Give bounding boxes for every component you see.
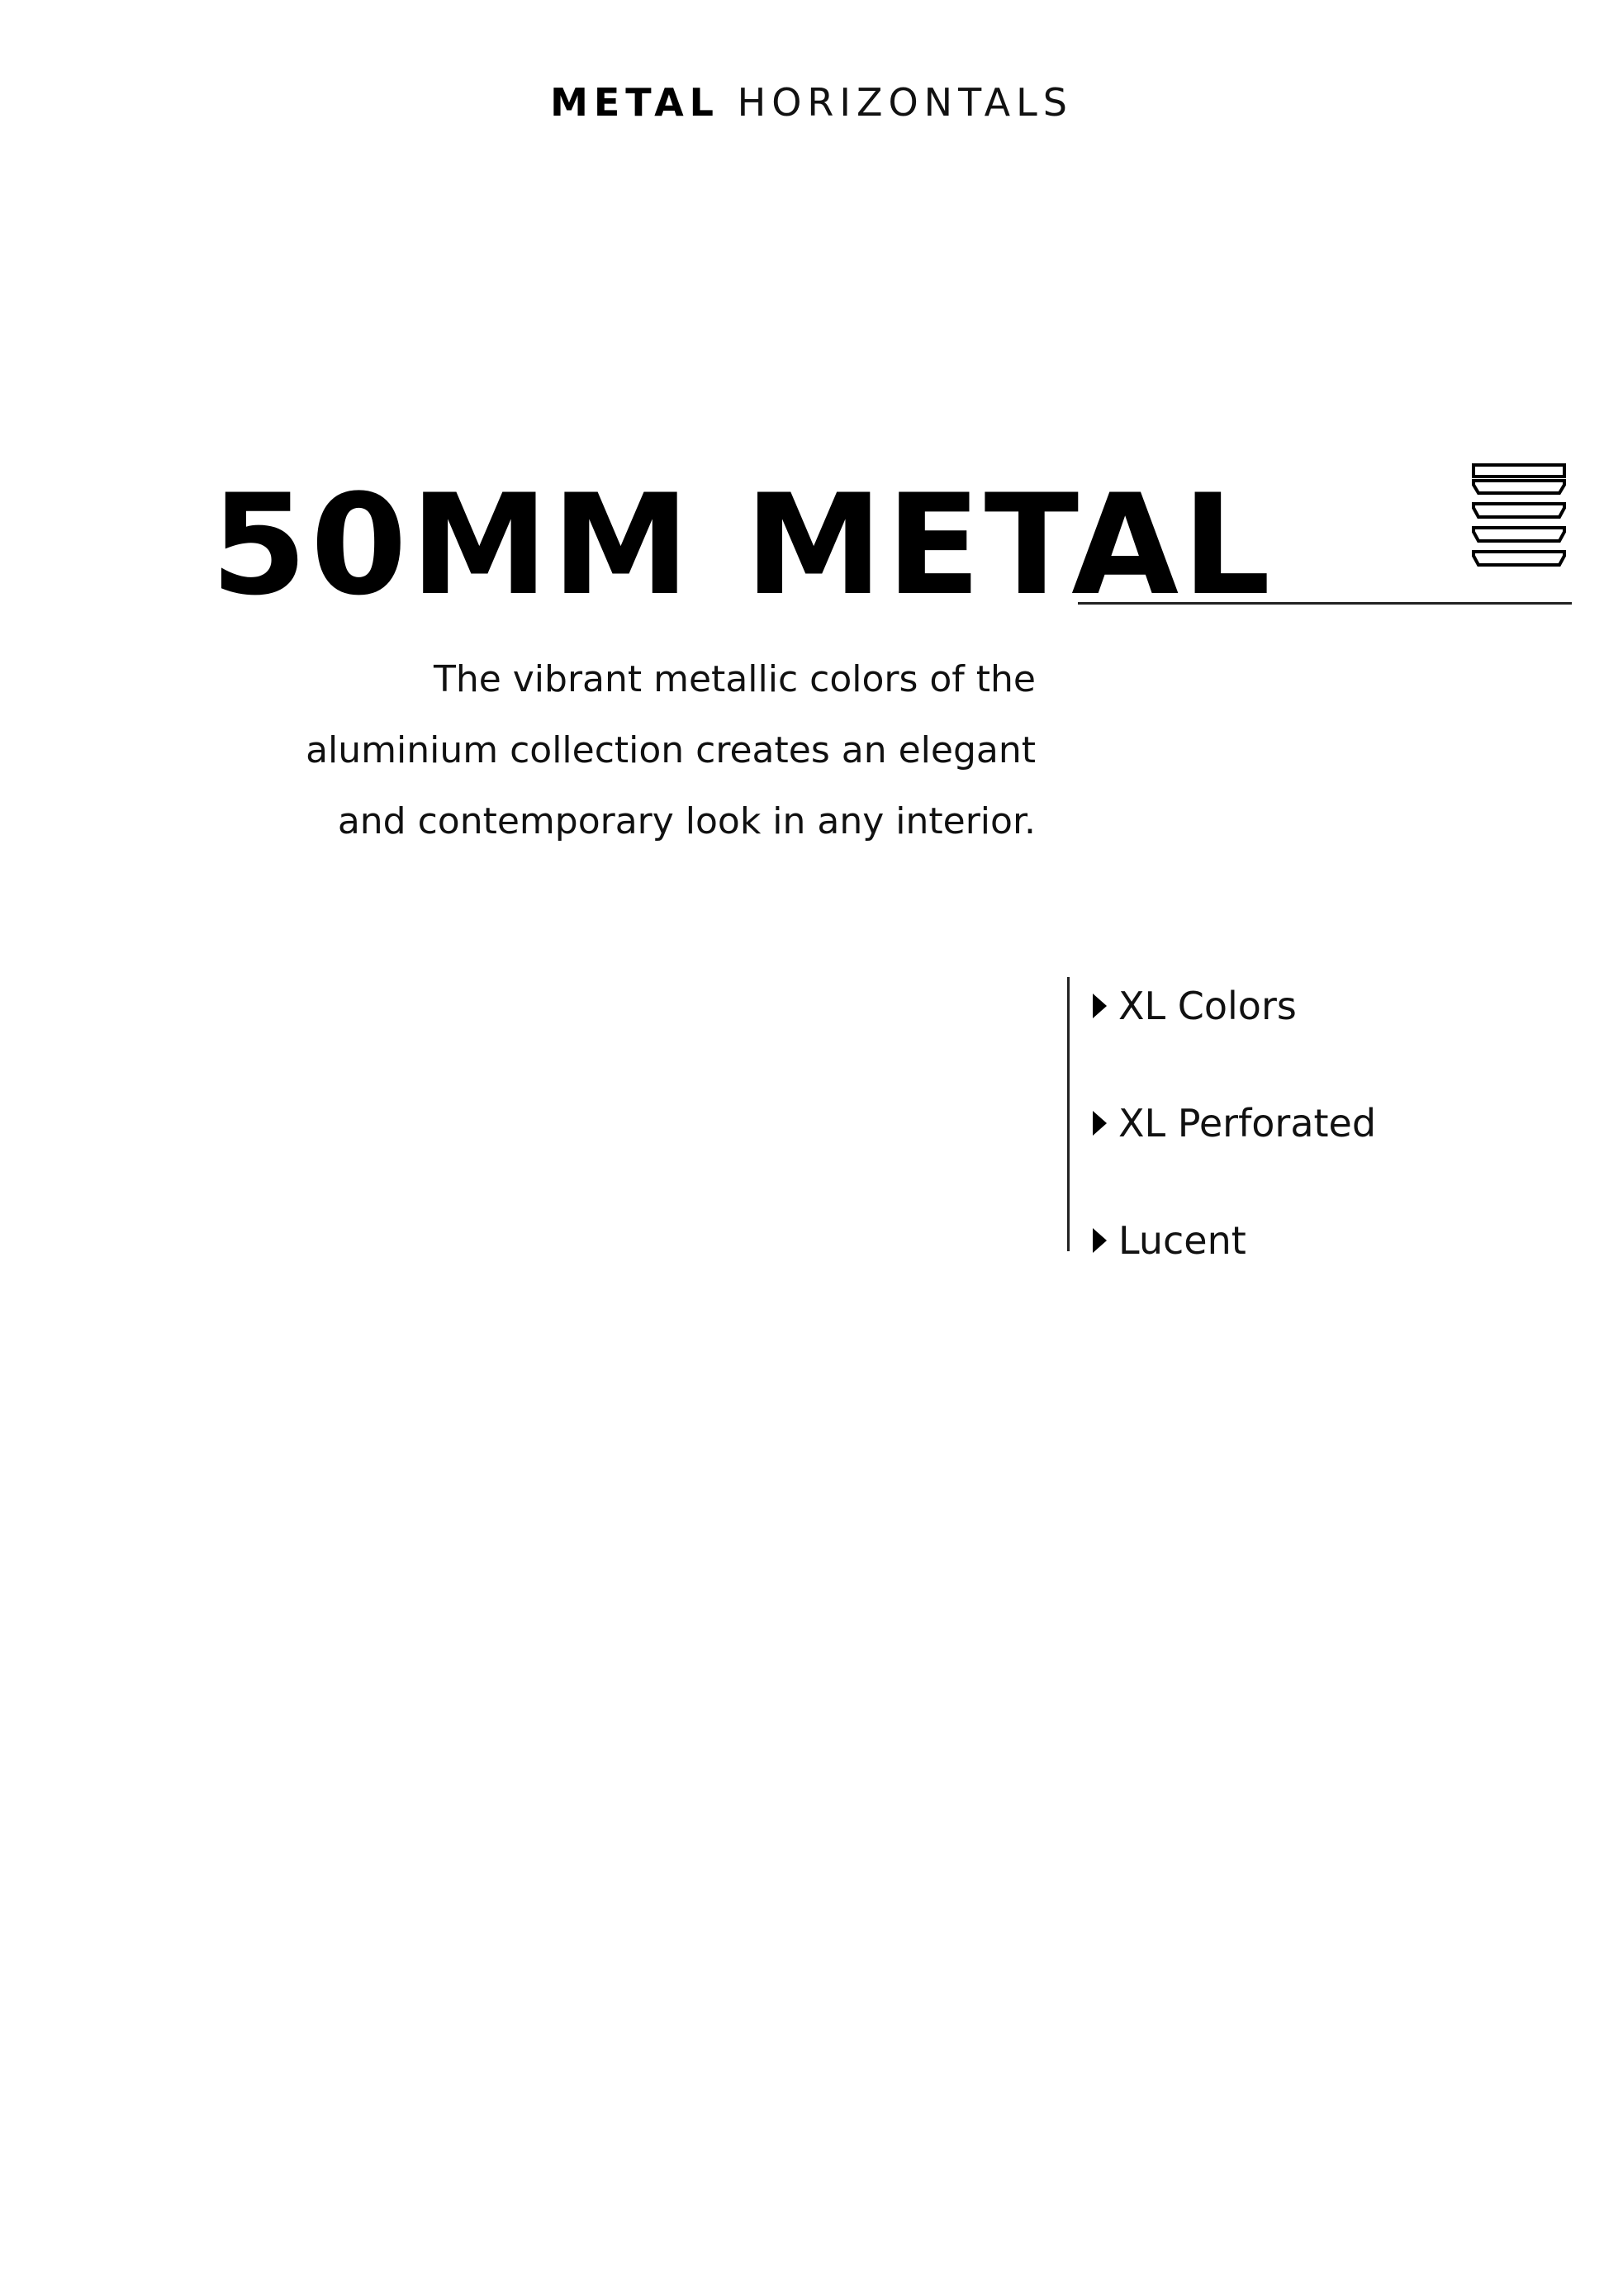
header-category-light: HORIZONTALS bbox=[737, 80, 1073, 125]
product-title: 50MM METAL bbox=[211, 464, 1274, 626]
variant-item-lucent bbox=[1093, 1212, 1376, 1269]
variant-list bbox=[1067, 977, 1377, 1263]
description-line-3: and contemporary look in any interior. bbox=[337, 800, 1036, 842]
horizontal-blind-icon bbox=[1469, 463, 1569, 581]
triangle-right-icon bbox=[1093, 994, 1107, 1018]
triangle-right-icon bbox=[1093, 1111, 1107, 1136]
variant-label: XL Perforated bbox=[1118, 1101, 1377, 1146]
description-line-2: aluminium collection creates an elegant bbox=[306, 729, 1036, 771]
description-line-1: The vibrant metallic colors of the bbox=[433, 658, 1036, 700]
variant-label: Lucent bbox=[1118, 1218, 1246, 1263]
variant-item-xl-perforated bbox=[1093, 1094, 1376, 1152]
triangle-right-icon bbox=[1093, 1228, 1107, 1253]
variant-item-xl-colors bbox=[1093, 977, 1376, 1035]
header-category-strong: METAL bbox=[550, 80, 719, 125]
product-description bbox=[248, 644, 1036, 857]
variant-label: XL Colors bbox=[1118, 984, 1297, 1028]
title-rule bbox=[1078, 602, 1572, 605]
page-header bbox=[0, 78, 1623, 127]
